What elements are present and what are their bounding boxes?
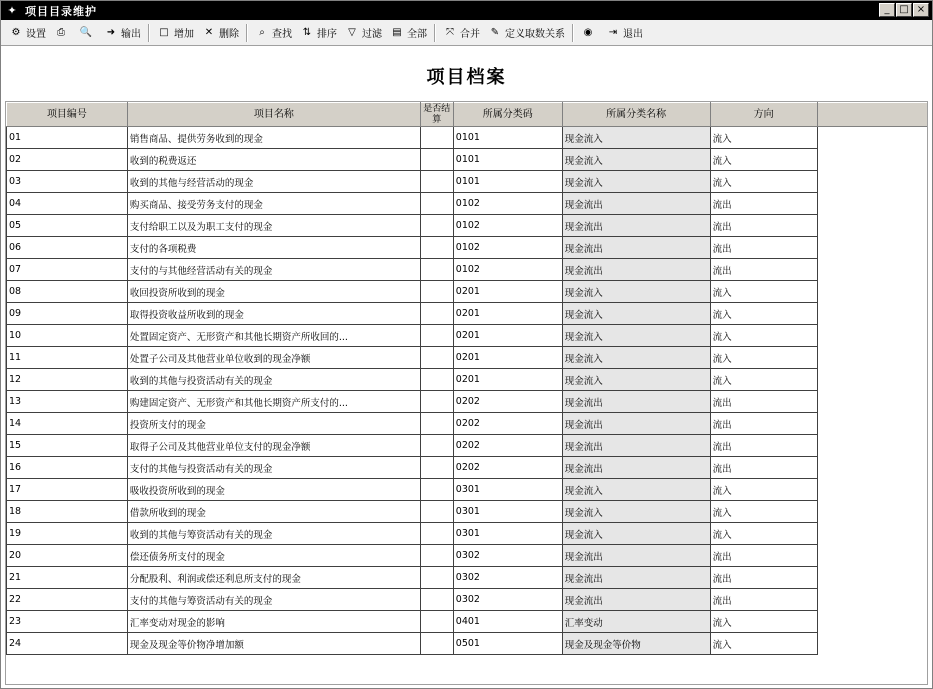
table-cell[interactable]: 汇率变动对现金的影响	[127, 611, 420, 633]
table-cell[interactable]: 0102	[453, 215, 562, 237]
table-cell[interactable]: 15	[7, 435, 128, 457]
row-filler	[817, 237, 927, 259]
column-header[interactable]: 项目名称	[127, 103, 420, 127]
add-icon: □	[159, 27, 169, 38]
toolbar-label: 输出	[121, 29, 141, 40]
table-cell[interactable]: 流入	[710, 633, 817, 655]
table-cell[interactable]: 0102	[453, 237, 562, 259]
table-cell[interactable]: 10	[7, 325, 128, 347]
table-cell[interactable]	[420, 215, 453, 237]
app-icon: ✦	[7, 4, 17, 17]
table-cell[interactable]: 现金流入	[562, 523, 710, 545]
table-cell[interactable]: 0302	[453, 567, 562, 589]
row-filler	[817, 171, 927, 193]
table-cell[interactable]: 0102	[453, 193, 562, 215]
table-cell[interactable]: 现金流入	[562, 369, 710, 391]
toolbar-add-button[interactable]	[153, 22, 198, 44]
table-cell[interactable]	[420, 479, 453, 501]
page-title: 项目档案	[426, 67, 507, 88]
table-cell[interactable]: 现金及现金等价物	[562, 633, 710, 655]
column-header[interactable]: 所属分类名称	[562, 103, 710, 127]
toolbar-separator	[148, 24, 150, 42]
table-cell[interactable]: 现金流出	[562, 435, 710, 457]
table-cell[interactable]: 07	[7, 259, 128, 281]
table-cell[interactable]: 现金流入	[562, 281, 710, 303]
toolbar-print-button[interactable]	[50, 22, 75, 44]
table-cell[interactable]	[420, 567, 453, 589]
toolbar-label: 排序	[317, 29, 337, 40]
table-cell[interactable]: 流出	[710, 545, 817, 567]
toolbar-label: 过滤	[362, 29, 382, 40]
table-cell[interactable]: 现金流入	[562, 501, 710, 523]
toolbar-all-button[interactable]	[386, 22, 431, 44]
table-row[interactable]	[7, 479, 928, 501]
table-cell[interactable]: 0301	[453, 501, 562, 523]
table-cell[interactable]: 流出	[710, 237, 817, 259]
table-cell[interactable]: 流出	[710, 589, 817, 611]
table-cell[interactable]	[420, 523, 453, 545]
row-filler	[817, 259, 927, 281]
table-cell[interactable]: 16	[7, 457, 128, 479]
table-cell[interactable]: 22	[7, 589, 128, 611]
table-row[interactable]	[7, 193, 928, 215]
table-cell[interactable]: 收到的其他与投资活动有关的现金	[127, 369, 420, 391]
row-filler	[817, 435, 927, 457]
export-icon: ➜	[106, 27, 116, 38]
row-filler	[817, 303, 927, 325]
table-row[interactable]	[7, 127, 928, 149]
table-cell[interactable]: 0202	[453, 413, 562, 435]
table-cell[interactable]: 购买商品、接受劳务支付的现金	[127, 193, 420, 215]
table-cell[interactable]: 现金流出	[562, 413, 710, 435]
table-cell[interactable]: 流出	[710, 193, 817, 215]
toolbar-help-button[interactable]	[577, 22, 602, 44]
table-cell[interactable]: 销售商品、提供劳务收到的现金	[127, 127, 420, 149]
table-cell[interactable]: 流出	[710, 567, 817, 589]
table-cell[interactable]: 0401	[453, 611, 562, 633]
table-cell[interactable]: 0302	[453, 589, 562, 611]
table-row[interactable]	[7, 435, 928, 457]
table-cell[interactable]	[420, 589, 453, 611]
table-cell[interactable]: 0201	[453, 325, 562, 347]
table-cell[interactable]: 流入	[710, 523, 817, 545]
table-cell[interactable]: 流出	[710, 435, 817, 457]
define-icon: ✎	[490, 27, 500, 38]
table-row[interactable]	[7, 347, 928, 369]
table-cell[interactable]: 流入	[710, 303, 817, 325]
table-cell[interactable]: 04	[7, 193, 128, 215]
table-cell[interactable]: 现金流出	[562, 457, 710, 479]
table-row[interactable]	[7, 237, 928, 259]
table-cell[interactable]: 14	[7, 413, 128, 435]
table-cell[interactable]: 支付的其他与筹资活动有关的现金	[127, 589, 420, 611]
row-filler	[817, 633, 927, 655]
toolbar-define-button[interactable]	[484, 22, 569, 44]
table-cell[interactable]: 05	[7, 215, 128, 237]
table-cell[interactable]: 08	[7, 281, 128, 303]
table-cell[interactable]: 现金流出	[562, 567, 710, 589]
row-filler	[817, 281, 927, 303]
toolbar-separator	[572, 24, 574, 42]
table-cell[interactable]: 收回投资所收到的现金	[127, 281, 420, 303]
table-cell[interactable]	[420, 303, 453, 325]
settings-icon: ⚙	[11, 27, 21, 38]
help-icon: ◉	[583, 27, 593, 38]
table-cell[interactable]: 现金流入	[562, 479, 710, 501]
table-cell[interactable]: 流入	[710, 501, 817, 523]
table-cell[interactable]: 0101	[453, 149, 562, 171]
table-cell[interactable]	[420, 149, 453, 171]
row-filler	[817, 501, 927, 523]
row-filler	[817, 325, 927, 347]
table-cell[interactable]: 17	[7, 479, 128, 501]
preview-icon: 🔍	[79, 27, 93, 38]
close-button[interactable]: ×	[913, 3, 929, 17]
table-cell[interactable]: 现金流出	[562, 193, 710, 215]
table-cell[interactable]: 支付的各项税费	[127, 237, 420, 259]
table-cell[interactable]: 现金流出	[562, 259, 710, 281]
table-cell[interactable]	[420, 193, 453, 215]
table-cell[interactable]: 现金流入	[562, 347, 710, 369]
table-cell[interactable]: 流出	[710, 391, 817, 413]
table-row[interactable]	[7, 567, 928, 589]
table-cell[interactable]: 流出	[710, 457, 817, 479]
table-cell[interactable]: 现金流入	[562, 149, 710, 171]
toolbar-label: 退出	[623, 29, 643, 40]
table-cell[interactable]: 取得投资收益所收到的现金	[127, 303, 420, 325]
table-cell[interactable]	[420, 611, 453, 633]
table-cell[interactable]: 19	[7, 523, 128, 545]
table-row[interactable]	[7, 589, 928, 611]
table-cell[interactable]	[420, 325, 453, 347]
table-cell[interactable]: 现金流出	[562, 545, 710, 567]
table-cell[interactable]	[420, 259, 453, 281]
table-cell[interactable]: 分配股利、利润或偿还利息所支付的现金	[127, 567, 420, 589]
table-cell[interactable]	[420, 457, 453, 479]
table-cell[interactable]: 0101	[453, 127, 562, 149]
row-filler	[817, 149, 927, 171]
exit-icon: ⇥	[608, 27, 618, 38]
table-cell[interactable]: 吸收投资所收到的现金	[127, 479, 420, 501]
table-cell[interactable]: 现金流出	[562, 237, 710, 259]
table-row[interactable]	[7, 171, 928, 193]
table-cell[interactable]: 投资所支付的现金	[127, 413, 420, 435]
table-cell[interactable]: 流入	[710, 369, 817, 391]
table-cell[interactable]: 流入	[710, 611, 817, 633]
table-cell[interactable]: 03	[7, 171, 128, 193]
table-cell[interactable]: 收到的其他与筹资活动有关的现金	[127, 523, 420, 545]
toolbar-export-button[interactable]	[100, 22, 145, 44]
find-icon: ⌕	[259, 27, 265, 38]
toolbar-sort-button[interactable]	[296, 22, 341, 44]
merge-icon: ⤧	[446, 27, 454, 38]
row-filler	[817, 479, 927, 501]
table-cell[interactable]	[420, 347, 453, 369]
table-cell[interactable]: 0101	[453, 171, 562, 193]
toolbar-label: 合并	[460, 29, 480, 40]
table-cell[interactable]: 购建固定资产、无形资产和其他长期资产所支付的...	[127, 391, 420, 413]
table-cell[interactable]: 0102	[453, 259, 562, 281]
row-filler	[817, 545, 927, 567]
table-cell[interactable]: 11	[7, 347, 128, 369]
table-cell[interactable]: 24	[7, 633, 128, 655]
toolbar	[1, 20, 932, 46]
row-filler	[817, 127, 927, 149]
table-cell[interactable]: 06	[7, 237, 128, 259]
window-controls	[879, 3, 929, 17]
table-cell[interactable]: 流入	[710, 149, 817, 171]
table-cell[interactable]: 流入	[710, 479, 817, 501]
table-cell[interactable]: 现金流入	[562, 325, 710, 347]
toolbar-settings-button[interactable]	[5, 22, 50, 44]
row-filler	[817, 413, 927, 435]
table-body	[7, 127, 928, 655]
toolbar-label: 全部	[407, 29, 427, 40]
minimize-button[interactable]: _	[879, 3, 895, 17]
table-header	[7, 103, 928, 127]
table-row[interactable]	[7, 391, 928, 413]
table-cell[interactable]: 02	[7, 149, 128, 171]
toolbar-label: 定义取数关系	[505, 29, 565, 40]
toolbar-filter-button[interactable]	[341, 22, 386, 44]
table-cell[interactable]: 流入	[710, 127, 817, 149]
table-row[interactable]	[7, 215, 928, 237]
table-cell[interactable]	[420, 171, 453, 193]
table-cell[interactable]: 0501	[453, 633, 562, 655]
row-filler	[817, 523, 927, 545]
row-filler	[817, 611, 927, 633]
table-cell[interactable]: 收到的税费返还	[127, 149, 420, 171]
toolbar-separator	[246, 24, 248, 42]
row-filler	[817, 457, 927, 479]
table-cell[interactable]: 支付给职工以及为职工支付的现金	[127, 215, 420, 237]
table-cell[interactable]: 现金流入	[562, 171, 710, 193]
table-cell[interactable]: 0201	[453, 369, 562, 391]
sort-icon: ⇅	[302, 27, 312, 38]
column-header[interactable]: 项目编号	[7, 103, 128, 127]
row-filler	[817, 567, 927, 589]
table-cell[interactable]	[420, 435, 453, 457]
table-row[interactable]	[7, 303, 928, 325]
delete-icon: ✕	[204, 27, 214, 38]
table-row[interactable]	[7, 457, 928, 479]
print-icon: ⎙	[57, 27, 65, 38]
table-cell[interactable]: 处置固定资产、无形资产和其他长期资产所收回的...	[127, 325, 420, 347]
table-row[interactable]	[7, 149, 928, 171]
toolbar-separator	[434, 24, 436, 42]
table-cell[interactable]: 偿还债务所支付的现金	[127, 545, 420, 567]
table-row[interactable]	[7, 325, 928, 347]
toolbar-find-button[interactable]	[251, 22, 296, 44]
toolbar-label: 查找	[272, 29, 292, 40]
table-cell[interactable]: 0202	[453, 391, 562, 413]
table-cell[interactable]: 0302	[453, 545, 562, 567]
table-cell[interactable]: 借款所收到的现金	[127, 501, 420, 523]
table-row[interactable]	[7, 281, 928, 303]
row-filler	[817, 215, 927, 237]
table-cell[interactable]	[420, 501, 453, 523]
table-cell[interactable]: 13	[7, 391, 128, 413]
table-row[interactable]	[7, 523, 928, 545]
table-cell[interactable]: 现金流出	[562, 391, 710, 413]
table-cell[interactable]: 0201	[453, 347, 562, 369]
table-cell[interactable]: 取得子公司及其他营业单位支付的现金净额	[127, 435, 420, 457]
toolbar-label: 设置	[26, 29, 46, 40]
table-cell[interactable]: 现金流出	[562, 215, 710, 237]
table-cell[interactable]: 0202	[453, 435, 562, 457]
toolbar-preview-button[interactable]	[75, 22, 100, 44]
table-cell[interactable]: 现金流入	[562, 303, 710, 325]
table-cell[interactable]: 支付的与其他经营活动有关的现金	[127, 259, 420, 281]
table-row[interactable]	[7, 413, 928, 435]
table-cell[interactable]	[420, 127, 453, 149]
table-cell[interactable]: 支付的其他与投资活动有关的现金	[127, 457, 420, 479]
table-cell[interactable]: 23	[7, 611, 128, 633]
row-filler	[817, 391, 927, 413]
header-filler	[817, 103, 927, 127]
table-row[interactable]	[7, 633, 928, 655]
table-cell[interactable]: 0201	[453, 303, 562, 325]
maximize-button[interactable]: □	[896, 3, 912, 17]
table-row[interactable]	[7, 501, 928, 523]
table-cell[interactable]: 0201	[453, 281, 562, 303]
table-cell[interactable]: 0301	[453, 523, 562, 545]
table-cell[interactable]: 收到的其他与经营活动的现金	[127, 171, 420, 193]
row-filler	[817, 347, 927, 369]
table-cell[interactable]	[420, 391, 453, 413]
table-cell[interactable]: 流入	[710, 171, 817, 193]
table-row[interactable]	[7, 259, 928, 281]
table-cell[interactable]: 18	[7, 501, 128, 523]
row-filler	[817, 193, 927, 215]
row-filler	[817, 369, 927, 391]
column-header[interactable]: 所属分类码	[453, 103, 562, 127]
table-cell[interactable]	[420, 237, 453, 259]
all-icon: ▤	[392, 27, 402, 38]
row-filler	[817, 589, 927, 611]
window-title: 项目目录维护	[25, 4, 97, 18]
table-row[interactable]	[7, 611, 928, 633]
table-cell[interactable]: 处置子公司及其他营业单位收到的现金净额	[127, 347, 420, 369]
toolbar-exit-button[interactable]	[602, 22, 647, 44]
table-cell[interactable]: 流入	[710, 281, 817, 303]
toolbar-label: 增加	[174, 29, 194, 40]
table-cell[interactable]: 汇率变动	[562, 611, 710, 633]
table-cell[interactable]	[420, 281, 453, 303]
table-cell[interactable]: 20	[7, 545, 128, 567]
column-header[interactable]: 是否结算	[420, 103, 453, 127]
toolbar-delete-button[interactable]	[198, 22, 243, 44]
table-cell[interactable]: 现金及现金等价物净增加额	[127, 633, 420, 655]
table-cell[interactable]: 流入	[710, 347, 817, 369]
table-cell[interactable]	[420, 369, 453, 391]
table-cell[interactable]: 流出	[710, 215, 817, 237]
data-grid[interactable]	[5, 101, 928, 685]
table-row[interactable]	[7, 545, 928, 567]
project-table	[6, 102, 927, 655]
column-header[interactable]: 方向	[710, 103, 817, 127]
table-cell[interactable]	[420, 633, 453, 655]
title-bar	[1, 1, 932, 20]
table-cell[interactable]: 0301	[453, 479, 562, 501]
table-cell[interactable]: 现金流出	[562, 589, 710, 611]
table-cell[interactable]: 流出	[710, 413, 817, 435]
table-cell[interactable]: 0202	[453, 457, 562, 479]
table-cell[interactable]: 09	[7, 303, 128, 325]
table-cell[interactable]	[420, 413, 453, 435]
table-cell[interactable]	[420, 545, 453, 567]
table-cell[interactable]: 流入	[710, 325, 817, 347]
table-cell[interactable]: 21	[7, 567, 128, 589]
table-cell[interactable]: 流出	[710, 259, 817, 281]
table-cell[interactable]: 现金流入	[562, 127, 710, 149]
table-cell[interactable]: 12	[7, 369, 128, 391]
toolbar-label: 删除	[219, 29, 239, 40]
toolbar-merge-button[interactable]	[439, 22, 484, 44]
table-row[interactable]	[7, 369, 928, 391]
filter-icon: ▽	[348, 27, 356, 38]
table-cell[interactable]: 01	[7, 127, 128, 149]
